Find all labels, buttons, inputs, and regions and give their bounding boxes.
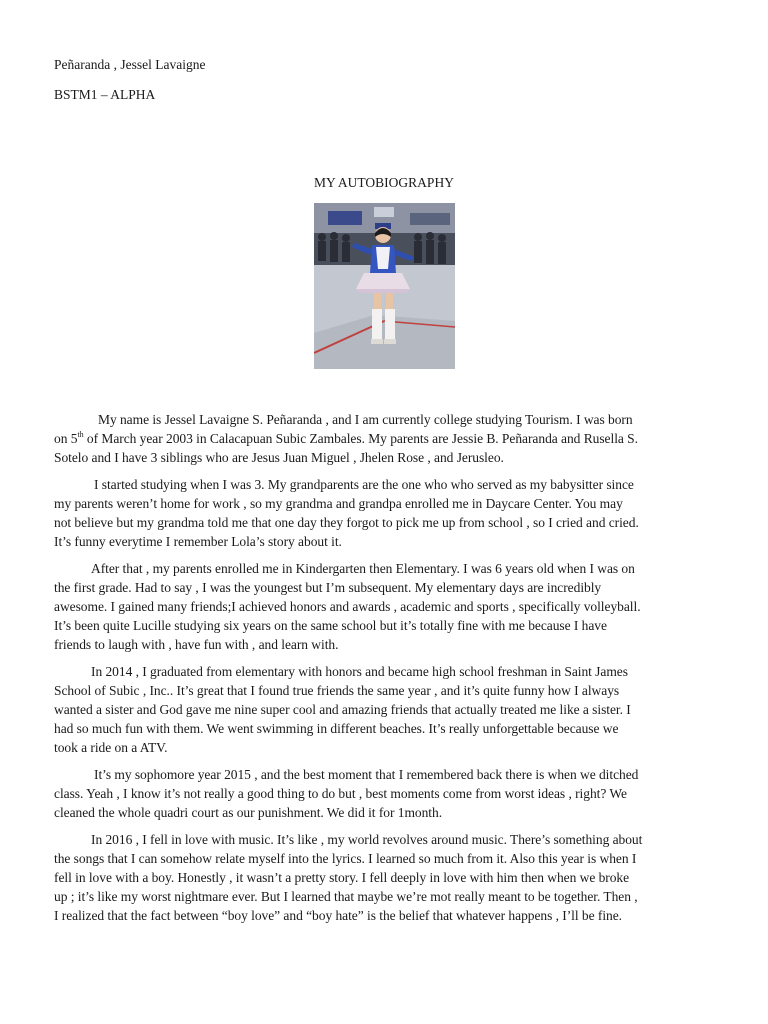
paragraph-line: wanted a sister and God gave me nine super cool and amazing friends that actually treated me like a sister. I <box>54 702 631 717</box>
date-prefix: on 5 <box>54 431 78 446</box>
paragraph-line: the first grade. Had to say , I was the youngest but I’m subsequent. My elementary days are incredibly <box>54 580 602 595</box>
paragraph-line: School of Subic , Inc.. It’s great that I found true friends the same year , and it’s quite funny how I always <box>54 683 620 698</box>
line-remainder: of March year 2003 in Calacapuan Subic Zambales. My parents are Jessie B. Peñaranda and Rusella S. <box>86 431 638 446</box>
paragraph-line: awesome. I gained many friends;I achieved honors and awards , academic and sports , specifically volleyball. <box>54 599 641 614</box>
paragraph-line: After that , my parents enrolled me in Kindergarten then Elementary. I was 6 years old when I was on <box>91 561 635 576</box>
paragraph-line: My name is Jessel Lavaigne S. Peñaranda , and I am currently college studying Tourism. I was born <box>98 412 633 427</box>
paragraph-line: It’s funny everytime I remember Lola’s story about it. <box>54 534 342 549</box>
paragraph-3 <box>54 559 716 654</box>
paragraph-line: not believe but my grandma told me that one day they forgot to pick me up from school , so I cried and cried. <box>54 515 639 530</box>
paragraph-line: It’s been quite Lucille studying six years on the same school but it’s totally fine with me because I have <box>54 618 607 633</box>
paragraph-line: cleaned the whole quadri court as our punishment. We did it for 1month. <box>54 805 443 820</box>
document-title: MY AUTOBIOGRAPHY <box>314 175 454 190</box>
paragraph-line: class. Yeah , I know it’s not really a good thing to do but , best moments come from worst ideas , right? We <box>54 786 627 801</box>
paragraph-line: fell in love with a boy. Honestly , it wasn’t a pretty story. I fell deeply in love with him then when we broke <box>54 870 630 885</box>
paragraph-line: Sotelo and I have 3 siblings who are Jesus Juan Miguel , Jhelen Rose , and Jerusleo. <box>54 450 504 465</box>
paragraph-4 <box>54 662 716 757</box>
author-name: Peñaranda , Jessel Lavaigne <box>54 57 206 72</box>
paragraph-line: I started studying when I was 3. My grandparents are the one who who served as my babysitter since <box>94 477 634 492</box>
paragraph-6 <box>54 830 716 925</box>
paragraph-line: I realized that the fact between “boy love” and “boy hate” is the belief that whatever happens , I’ll be fine. <box>54 908 622 923</box>
paragraph-line: friends to laugh with , have fun with , and learn with. <box>54 637 339 652</box>
paragraph-line: In 2016 , I fell in love with music. It’s like , my world revolves around music. There’s something about <box>91 832 643 847</box>
paragraph-line: In 2014 , I graduated from elementary with honors and became high school freshman in Saint James <box>91 664 628 679</box>
paragraph-line: my parents weren’t home for work , so my grandma and grandpa enrolled me in Daycare Center. You may <box>54 496 623 511</box>
paragraph-5 <box>54 765 716 822</box>
paragraph-line: took a ride on a ATV. <box>54 740 168 755</box>
autobiography-body <box>54 410 716 933</box>
ordinal-suffix: th <box>77 430 84 439</box>
paragraph-2 <box>54 475 716 551</box>
paragraph-line: up ; it’s like my worst nightmare ever. But I learned that maybe we’re mot really meant to be together. Then , <box>54 889 638 904</box>
paragraph-1 <box>54 410 716 467</box>
class-section: BSTM1 – ALPHA <box>54 87 156 102</box>
portrait-photo <box>314 203 455 369</box>
paragraph-line: had so much fun with them. We went swimming in different beaches. It’s really unforgettable because we <box>54 721 619 736</box>
paragraph-line: the songs that I can somehow relate myself into the lyrics. I learned so much from it. Also this year is when I <box>54 851 637 866</box>
paragraph-line: It’s my sophomore year 2015 , and the best moment that I remembered back there is when we ditched <box>94 767 639 782</box>
paragraph-line <box>54 429 716 448</box>
